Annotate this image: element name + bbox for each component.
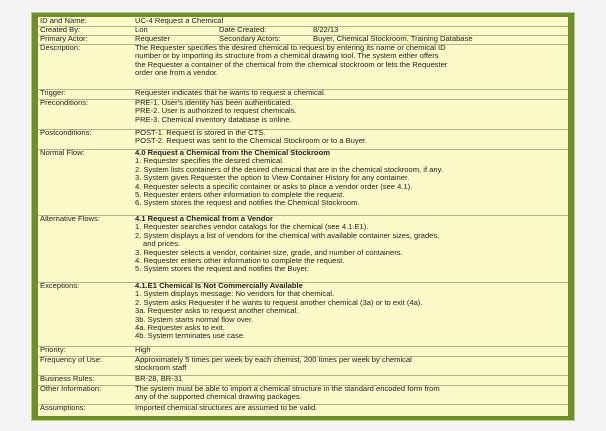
postcondition-item: POST-1. Request is stored in the CTS. <box>135 128 266 137</box>
precondition-item: PRE-2. User is authorized to request chemicals. <box>135 106 297 116</box>
alternative-flow-step: and prices. <box>143 239 181 249</box>
label-business-rules: Business Rules: <box>40 374 95 383</box>
value-other-information <box>135 385 566 402</box>
value-postconditions <box>135 129 566 146</box>
precondition-item: PRE-3. Chemical inventory database is online. <box>135 114 292 124</box>
value-exceptions <box>135 282 566 341</box>
row-postconditions <box>38 129 568 150</box>
exception-step: 3b. System starts normal flow over. <box>135 314 254 324</box>
normal-flow-step: 6. System stores the request and notifies the Chemical Stockroom. <box>135 198 360 208</box>
alternative-flow-step: 4. Requester enters other information to complete the request. <box>135 256 345 266</box>
row-exceptions <box>38 282 568 347</box>
row-other-information <box>38 385 568 405</box>
use-case-table <box>38 17 568 416</box>
normal-flow-step: 3. System gives Requester the option to View Container History for any container. <box>135 173 410 183</box>
row-normal-flow <box>38 149 568 216</box>
secondary-actors-label: Secondary Actors: <box>219 34 281 43</box>
label-created-by: Created By: <box>40 25 81 34</box>
value-frequency-of-use <box>135 356 566 373</box>
other-information-line: The system must be able to import a chemical structure in the standard encoded form from <box>135 384 440 393</box>
use-case-title: UC-4 Request a Chemical <box>135 16 224 25</box>
label-assumptions: Assumptions: <box>40 403 86 412</box>
exception-step: 3a. Requester asks to request another chemical. <box>135 306 299 316</box>
alternative-flow-step: 3. Requester selects a vendor, container size, grade, and number of containers. <box>135 247 403 257</box>
row-preconditions <box>38 99 568 130</box>
normal-flow-step: 4. Requester selects a specific container or asks to place a vendor order (see 4.1). <box>135 181 413 191</box>
value-alternative-flows <box>135 215 566 274</box>
label-preconditions: Preconditions: <box>40 98 89 107</box>
normal-flow-step: 2. System lists containers of the desired chemical that are in the chemical stockroom, if any. <box>135 164 443 174</box>
alternative-flow-step: 1. Requester searches vendor catalogs for the chemical (see 4.1.E1). <box>135 222 369 232</box>
label-alternative-flows: Alternative Flows: <box>40 214 100 223</box>
exception-step: 4b. System terminates use case. <box>135 331 246 341</box>
value-normal-flow <box>135 149 566 208</box>
primary-actor-value: Requester <box>135 34 171 43</box>
label-exceptions: Exceptions: <box>40 281 80 290</box>
exception-step: 1. System displays message: No vendors for that chemical. <box>135 289 335 299</box>
other-information-line: any of the supported chemical drawing packages. <box>135 392 302 402</box>
alternative-flow-step: 2. System displays a list of vendors for the chemical with available container sizes, grades, <box>135 230 440 240</box>
label-normal-flow: Normal Flow: <box>40 148 85 157</box>
frequency-line: Approximately 5 times per week by each chemist, 200 times per week by chemical <box>135 355 412 364</box>
postcondition-item: POST-2. Request was sent to the Chemical Stockroom or to a Buyer. <box>135 136 368 146</box>
secondary-actors-value: Buyer, Chemical Stockroom, Training Database <box>313 34 473 43</box>
date-created-value: 8/22/13 <box>313 25 339 34</box>
label-postconditions: Postconditions: <box>40 128 92 137</box>
row-assumptions <box>38 404 568 414</box>
value-trigger <box>135 89 566 97</box>
value-assumptions <box>135 404 566 412</box>
description-line: order one from a vendor. <box>135 68 219 78</box>
description-line: The Requester specifies the desired chemical to request by entering its name or chemical ID <box>135 43 446 52</box>
trigger-text: Requester indicates that he wants to request a chemical. <box>135 88 326 97</box>
value-id-and-name <box>135 17 566 25</box>
row-frequency-of-use <box>38 356 568 376</box>
value-priority <box>135 346 566 354</box>
label-frequency-of-use: Frequency of Use: <box>40 355 103 364</box>
priority-value: High <box>135 345 151 354</box>
label-id-and-name: ID and Name: <box>40 16 87 25</box>
label-priority: Priority: <box>40 345 66 354</box>
date-created-label: Date Created: <box>219 25 267 34</box>
normal-flow-step: 1. Requester specifies the desired chemical. <box>135 156 284 166</box>
created-by-value: Lori <box>135 25 148 34</box>
use-case-card <box>31 12 575 421</box>
description-line: number or by importing its structure from a chemical drawing tool. The system either offers <box>135 51 439 61</box>
alternative-flow-step: 5. System stores the request and notifies the Buyer. <box>135 264 309 274</box>
description-line: the Requester a container of the chemical from the chemical stockroom or lets the Requester <box>135 59 448 69</box>
normal-flow-heading: 4.0 Request a Chemical from the Chemical Stockroom <box>135 148 330 157</box>
label-primary-actor: Primary Actor: <box>40 34 88 43</box>
label-trigger: Trigger: <box>40 88 66 97</box>
row-description <box>38 44 568 90</box>
exception-step: 2. System asks Requester if he wants to request another chemical (3a) or to exit (4a). <box>135 297 423 307</box>
exception-heading: 4.1.E1 Chemical Is Not Commercially Available <box>135 281 303 290</box>
value-business-rules <box>135 375 566 383</box>
frequency-line: stockroom staff <box>135 363 187 373</box>
precondition-item: PRE-1. User's identity has been authenticated. <box>135 98 293 107</box>
value-preconditions <box>135 99 566 124</box>
row-alternative-flows <box>38 215 568 283</box>
assumptions-value: Imported chemical structures are assumed to be valid. <box>135 403 318 412</box>
business-rules-value: BR-28, BR-31 <box>135 374 183 383</box>
label-other-information: Other Information: <box>40 384 102 393</box>
label-description: Description: <box>40 43 81 52</box>
alternative-flow-heading: 4.1 Request a Chemical from a Vendor <box>135 214 273 223</box>
exception-step: 4a. Requester asks to exit. <box>135 323 225 333</box>
normal-flow-step: 5. Requester enters other information to complete the request. <box>135 190 345 200</box>
value-description <box>135 44 566 78</box>
